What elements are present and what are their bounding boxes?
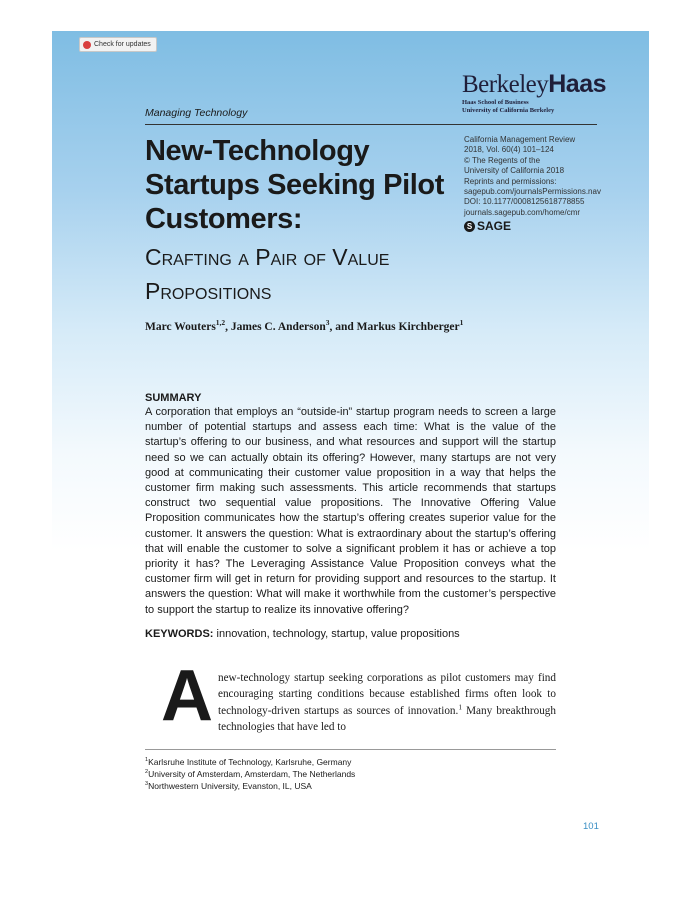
author-1-affiliation: 1,2 bbox=[215, 318, 226, 328]
copyright-line: © The Regents of the bbox=[464, 155, 541, 165]
article-subtitle: Crafting a Pair of Value Propositions bbox=[145, 244, 390, 304]
keywords-text: innovation, technology, startup, value propositions bbox=[213, 628, 460, 640]
footnote-1-text: Karlsruhe Institute of Technology, Karlsruhe, Germany bbox=[148, 757, 352, 767]
footnote-2 bbox=[145, 768, 355, 780]
author-2-affiliation: 3 bbox=[325, 318, 330, 328]
footnote-2-number: 2 bbox=[145, 769, 149, 776]
author-3-affiliation: 1 bbox=[459, 318, 464, 328]
journal-volume: 2018, Vol. 60(4) 101–124 bbox=[464, 145, 554, 155]
footnote-1-number: 1 bbox=[145, 757, 149, 764]
keywords-label: KEYWORDS: bbox=[145, 628, 214, 640]
footnote-3-text: Northwestern University, Evanston, IL, USA bbox=[148, 781, 312, 791]
keywords bbox=[145, 628, 460, 640]
logo-subtitle bbox=[462, 99, 606, 115]
drop-cap: A bbox=[161, 656, 213, 736]
author-3: , and Markus Kirchberger bbox=[329, 321, 460, 333]
journal-link[interactable]: journals.sagepub.com/home/cmr bbox=[464, 207, 581, 217]
sage-logo bbox=[464, 219, 511, 233]
page-number: 101 bbox=[583, 821, 599, 832]
footnote-rule bbox=[145, 749, 556, 750]
berkeley-haas-logo bbox=[462, 72, 606, 115]
body-paragraph bbox=[218, 670, 556, 735]
logo-brand-bold: Haas bbox=[548, 70, 606, 98]
footnote-2-text: University of Amsterdam, Amsterdam, The Netherlands bbox=[148, 769, 356, 779]
sage-label: SAGE bbox=[477, 219, 512, 233]
section-label: Managing Technology bbox=[145, 107, 248, 119]
author-1: Marc Wouters bbox=[145, 321, 216, 333]
check-for-updates-label: Check for updates bbox=[94, 41, 151, 48]
reprints-label: Reprints and permissions: bbox=[464, 176, 557, 186]
permissions-link[interactable]: sagepub.com/journalsPermissions.nav bbox=[464, 187, 601, 197]
check-for-updates-button[interactable] bbox=[79, 37, 157, 52]
footnote-1 bbox=[145, 756, 355, 768]
sage-icon: S bbox=[464, 221, 475, 232]
doi-link[interactable]: DOI: 10.1177/0008125618778855 bbox=[464, 197, 585, 207]
journal-metadata bbox=[464, 135, 614, 218]
copyright-line-2: University of California 2018 bbox=[464, 166, 565, 176]
logo-wordmark bbox=[462, 72, 606, 97]
body-footnote-ref: 1 bbox=[458, 702, 462, 711]
body-text-before: new-technology startup seeking corporations as pilot customers may find encouraging starting conditions because established firms often look to technology-driven startups as sources of innovation. bbox=[218, 672, 556, 717]
crossmark-icon bbox=[83, 41, 91, 49]
logo-brand-light: Berkeley bbox=[462, 71, 549, 98]
summary-heading: SUMMARY bbox=[145, 392, 202, 404]
footnotes bbox=[145, 756, 355, 792]
author-list bbox=[145, 318, 464, 333]
article-title: New-Technology Startups Seeking Pilot Customers: bbox=[145, 135, 444, 235]
summary-text: A corporation that employs an “outside-in” startup program needs to screen a large number of potential startups and assess each time: What is the value of the startup’s offering to our business, and what resources and support will the startup need so we can actually obtain its offering? However, many startups are not very good at communicating their customer value proposition in a way that helps the customer firm making such assessments. This article recommends that startups construct two sequential value propositions. The Innovative Offering Value Proposition communicates how the startup’s offering creates superior value for the customer. It answers the question: What is extraordinary about the startup’s offering that will enable the customer to solve a significant problem it has or achieve a top priority it has? The Leveraging Assistance Value Proposition conveys what the customer firm will get in return for providing support and resources to the startup. It answers the question: What will make it worthwhile from the customer’s perspective to support the startup to realize its innovative offering? bbox=[145, 406, 556, 616]
logo-line-2: University of California Berkeley bbox=[462, 107, 555, 115]
footnote-3 bbox=[145, 780, 355, 792]
footnote-3-number: 3 bbox=[145, 781, 149, 788]
body-text-after: Many breakthrough technologies that have led to bbox=[218, 704, 556, 733]
header-rule bbox=[145, 124, 597, 125]
logo-line-1: Haas School of Business bbox=[462, 99, 529, 106]
journal-name: California Management Review bbox=[464, 135, 576, 144]
author-2: , James C. Anderson bbox=[225, 321, 326, 333]
